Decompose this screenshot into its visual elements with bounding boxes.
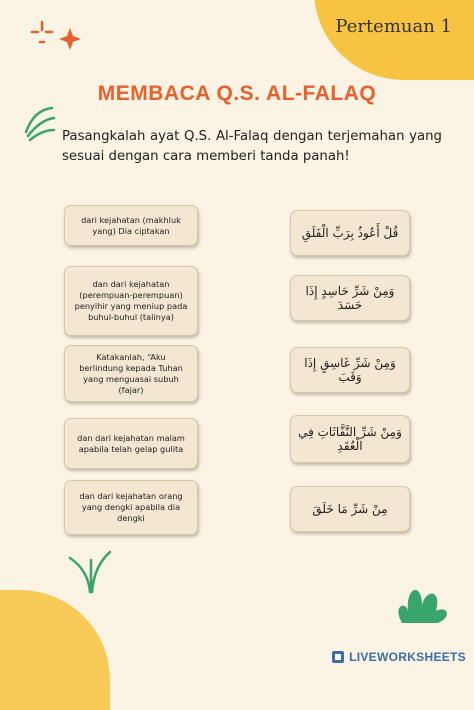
sparkle-decoration-icon (18, 18, 88, 58)
verse-text: وَمِنْ شَرِّ حَاسِدٍ إِذَا حَسَدَ (305, 284, 395, 312)
verse-card-4[interactable] (290, 415, 410, 463)
translation-text: Katakanlah, “Aku berlindung kepada Tuhan yang menguasai subuh (fajar) (79, 351, 183, 395)
verse-text: وَمِنْ شَرِّ النَّفَّاثَاتِ فِي الْعُقَدِ (298, 425, 402, 453)
plant-decoration-icon (60, 540, 120, 595)
verse-card-1[interactable] (290, 210, 410, 256)
verse-text: مِنْ شَرِّ مَا خَلَقَ (312, 502, 388, 516)
translation-card-2[interactable] (64, 266, 198, 336)
footer-brand-text: LIVEWORKSHEETS (349, 650, 466, 664)
page-title: MEMBACA Q.S. AL-FALAQ (97, 82, 377, 105)
decorative-top-blob (314, 0, 474, 80)
translation-card-4[interactable] (64, 418, 198, 469)
translation-text: dan dari kejahatan malam apabila telah gelap gulita (77, 432, 185, 454)
translation-text: dan dari kejahatan (perempuan-perempuan) penyihir yang meniup pada buhul-buhul (talinya) (74, 279, 188, 322)
liveworksheets-logo-icon (331, 650, 345, 664)
translation-text: dari kejahatan (makhluk yang) Dia ciptakan (81, 214, 181, 236)
verse-card-2[interactable] (290, 275, 410, 321)
verse-text: وَمِنْ شَرِّ غَاسِقٍ إِذَا وَقَبَ (304, 356, 396, 384)
footer-brand (331, 650, 466, 664)
meeting-label: Pertemuan 1 (335, 16, 452, 37)
verse-text: قُلْ أَعُوذُ بِرَبِّ الْفَلَقِ (301, 226, 399, 240)
translation-card-5[interactable] (64, 480, 198, 535)
instruction-text: Pasangkalah ayat Q.S. Al-Falaq dengan terjemahan yang sesuai dengan cara memberi tanda panah! (62, 129, 442, 164)
leaf-blob-icon (392, 575, 454, 627)
verse-card-3[interactable] (290, 347, 410, 393)
leaf-accent-icon (20, 102, 60, 142)
decorative-bottom-blob (0, 590, 110, 710)
translation-card-3[interactable] (64, 345, 198, 402)
verse-card-5[interactable] (290, 486, 410, 532)
translation-text: dan dari kejahatan orang yang dengki apabila dia dengki (79, 491, 183, 523)
translation-card-1[interactable] (64, 205, 198, 246)
